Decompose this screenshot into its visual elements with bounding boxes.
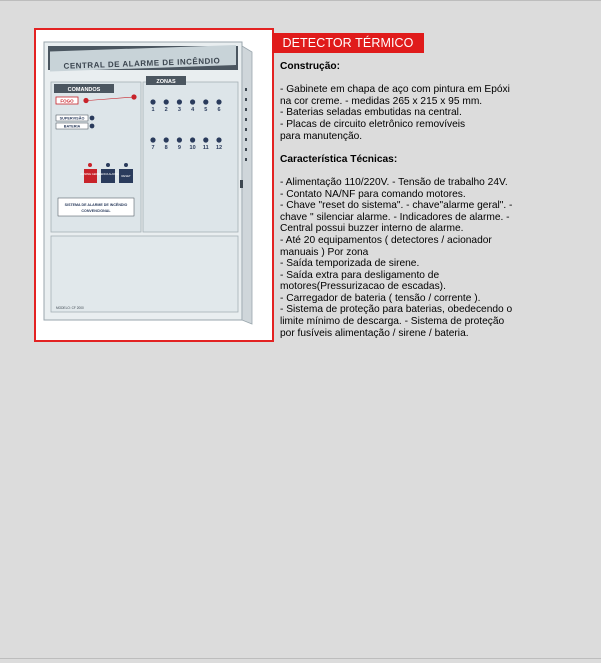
- bateria-label: BATERIA: [63, 124, 81, 129]
- description-line: motores(Pressurizacao de escadas).: [280, 281, 446, 293]
- panel-header-text: CENTRAL DE ALARME DE INCÊNDIO: [63, 56, 221, 71]
- fogo-label: FOGO: [60, 98, 74, 104]
- description-line: - Saída temporizada de sirene.: [280, 258, 420, 270]
- alarme-geral-label: ALARME GERAL: [80, 173, 101, 176]
- description-line: Central possui buzzer interno de alarme.: [280, 223, 464, 235]
- alarme-geral-button: [84, 169, 97, 183]
- construcao-list: [280, 84, 510, 142]
- zone-number: 4: [191, 107, 195, 113]
- description-line: por fusíveis alimentação / sirene / bateria.: [280, 327, 469, 339]
- zone-led: [203, 99, 208, 104]
- description-line: - Chave "reset do sistema". - chave"alarme geral". -: [280, 200, 513, 212]
- product-title: DETECTOR TÉRMICO: [272, 33, 424, 53]
- description-line: para manutenção.: [280, 130, 363, 142]
- zone-led: [190, 99, 195, 104]
- description-line: na cor creme. - medidas 265 x 215 x 95 mm.: [280, 95, 483, 107]
- zone-number: 10: [189, 145, 196, 151]
- silencia-alarme-button: [101, 169, 115, 183]
- zone-led: [203, 137, 208, 142]
- zone-number: 8: [164, 145, 168, 151]
- zone-led: [216, 99, 221, 104]
- top-divider: [0, 0, 601, 1]
- product-image: [34, 28, 274, 342]
- construcao-heading: Construção:: [280, 61, 340, 72]
- description-line: - Placas de circuito eletrônico removíveis: [280, 118, 466, 130]
- description-line: - Carregador de bateria ( tensão / corrente ).: [280, 292, 481, 304]
- description-line: - Até 20 equipamentos ( detectores / acionador: [280, 234, 492, 246]
- comandos-label: COMANDOS: [67, 87, 101, 93]
- description-line: chave " silenciar alarme. - Indicadores de alarme. -: [280, 211, 510, 223]
- zone-led: [216, 137, 221, 142]
- zonas-label: ZONAS: [156, 79, 176, 85]
- zone-led: [177, 99, 182, 104]
- zone-number: 5: [204, 107, 208, 113]
- zone-number: 9: [177, 145, 181, 151]
- zone-number: 12: [215, 145, 223, 151]
- description-line: - Gabinete em chapa de aço com pintura em Epóxi: [280, 84, 510, 96]
- zone-led: [150, 137, 155, 142]
- description-line: - Baterias seladas embutidas na central.: [280, 107, 462, 119]
- zone-number: 11: [202, 145, 209, 151]
- zone-led: [164, 99, 169, 104]
- system-label-2: CONVENCIONAL: [81, 209, 111, 213]
- model-label: MODELO: CF 2000: [56, 306, 84, 310]
- caracteristica-heading: Característica Técnicas:: [280, 153, 398, 165]
- reset-label: RESET: [121, 174, 131, 178]
- zone-led: [164, 137, 169, 142]
- description-line: - Alimentação 110/220V. - Tensão de trabalho 24V.: [280, 176, 508, 188]
- zone-number: 6: [217, 107, 221, 113]
- description-line: - Contato NA/NF para comando motores.: [280, 188, 466, 200]
- zone-led: [190, 137, 195, 142]
- description-line: - Saída extra para desligamento de: [280, 269, 440, 281]
- silencia-alarme-label: SILENCIA ALARME: [97, 173, 119, 176]
- bottom-divider: [0, 658, 601, 659]
- supervisao-label: SUPERVISÃO: [59, 116, 85, 121]
- zone-number: 2: [164, 107, 168, 113]
- zone-number: 3: [177, 107, 181, 113]
- zone-led: [177, 137, 182, 142]
- alarm-panel-illustration: [36, 30, 272, 340]
- zone-number: 1: [151, 107, 155, 113]
- caracteristica-list: [280, 176, 513, 339]
- zone-led: [150, 99, 155, 104]
- product-description: [280, 61, 513, 339]
- description-line: - Sistema de proteção para baterias, obedecendo o: [280, 304, 513, 316]
- zone-number: 7: [151, 145, 155, 151]
- description-line: limite mínimo de descarga. - Sistema de proteção: [280, 316, 505, 328]
- system-label-1: SISTEMA DE ALARME DE INCÊNDIO: [64, 203, 128, 207]
- description-line: manuais ) Por zona: [280, 246, 369, 258]
